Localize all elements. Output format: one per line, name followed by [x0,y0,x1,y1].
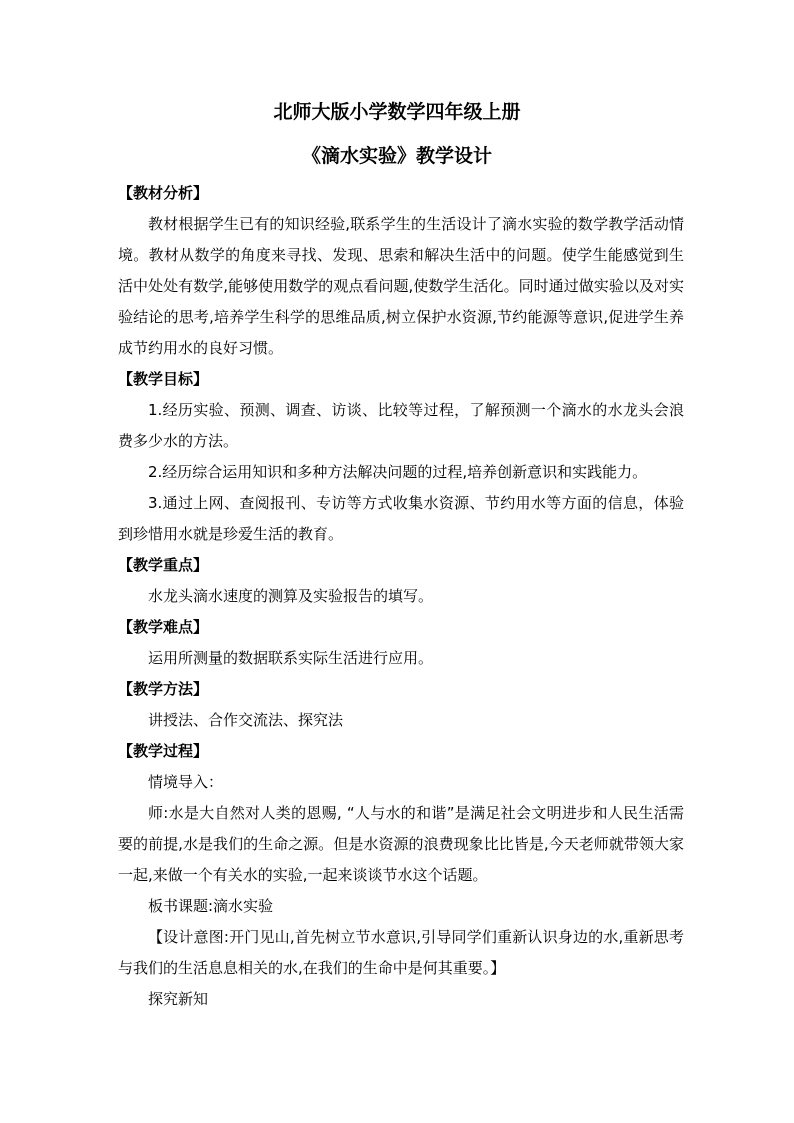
section-heading-key-points: 【教学重点】 [118,556,209,574]
goal-item-1: 1.经历实验、预测、调查、访谈、比较等过程，了解预测一个滴水的水龙头会浪费多少水的方法。 [118,401,684,450]
section-heading-analysis: 【教材分析】 [118,184,209,202]
process-paragraph-1: 情境导入： [148,773,224,791]
methods-paragraph: 讲授法、合作交流法、探究法 [148,711,344,729]
process-paragraph-3: 板书课题:滴水实验 [148,897,274,915]
process-paragraph-2: 师:水是大自然对人类的恩赐, “人与水的和谐”是满足社会文明进步和人民生活需要的前提,水是我们的生命之源。但是水资源的浪费现象比比皆是,今天老师就带领大家一起,来做一个有关水的实验,一起来谈谈节水这个话题。 [118,804,684,884]
process-paragraph-4: 【设计意图:开门见山,首先树立节水意识,引导同学们重新认识身边的水,重新思考与我们的生活息息相关的水,在我们的生命中是何其重要。】 [118,928,684,977]
document-title: 北师大版小学数学四年级上册 [273,101,521,123]
goal-item-3: 3.通过上网、查阅报刊、专访等方式收集水资源、节约用水等方面的信息，体验到珍惜用水就是珍爱生活的教育。 [118,494,684,543]
goal-item-2: 2.经历综合运用知识和多种方法解决问题的过程,培养创新意识和实践能力。 [148,463,648,481]
difficulties-paragraph: 运用所测量的数据联系实际生活进行应用。 [148,649,434,667]
section-heading-methods: 【教学方法】 [118,680,209,698]
section-heading-process: 【教学过程】 [118,742,209,760]
section-heading-goals: 【教学目标】 [118,370,209,388]
section-heading-difficulties: 【教学难点】 [118,618,209,636]
document-body [118,178,684,1015]
key-points-paragraph: 水龙头滴水速度的测算及实验报告的填写。 [148,587,434,605]
document-subtitle: 《滴水实验》教学设计 [301,145,492,167]
analysis-paragraph: 教材根据学生已有的知识经验,联系学生的生活设计了滴水实验的数学教学活动情境。教材从数学的角度来寻找、发现、思索和解决生活中的问题。使学生能感觉到生活中处处有数学,能够使用数学的观点看问题,使数学生活化。同时通过做实验以及对实验结论的思考,培养学生科学的思维品质,树立保护水资源,节约能源等意识,促进学生养成节约用水的良好习惯。 [118,215,684,357]
process-paragraph-5: 探究新知 [148,990,209,1008]
